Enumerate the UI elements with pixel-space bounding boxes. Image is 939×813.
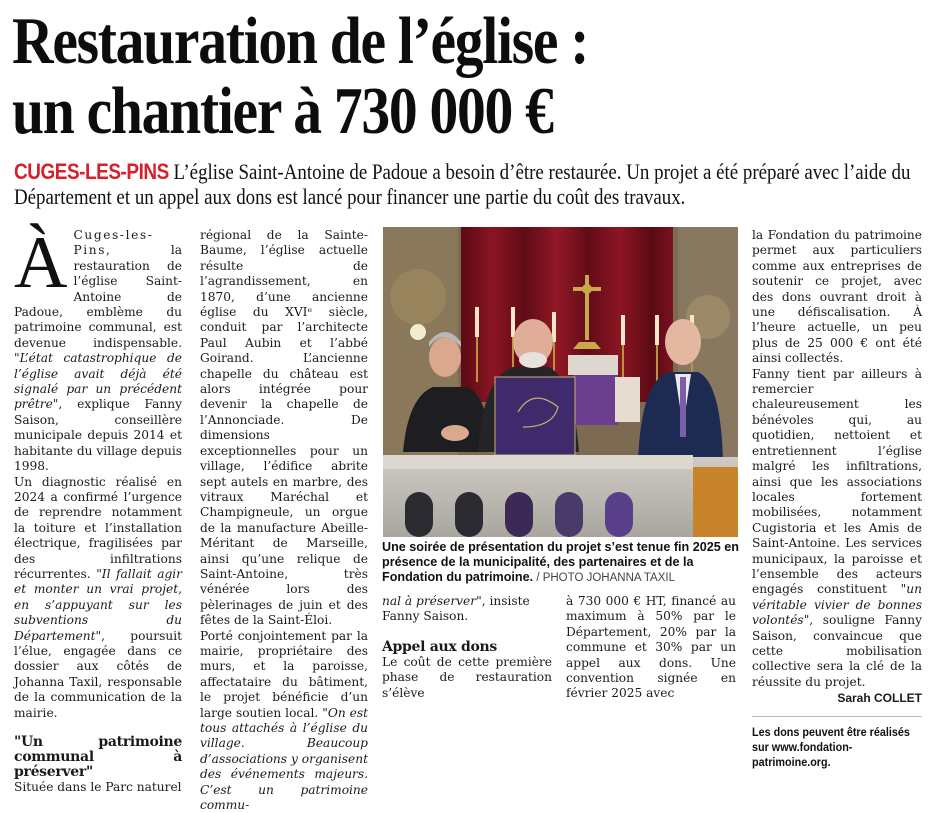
article-column-2 [200,228,368,813]
quote: On est tous attachés à l’église du village. Beaucoup d’associations y organisent des événements majeurs. C’est un patrimoine commu- [200,705,368,813]
paragraph-1 [14,222,182,475]
paragraph-text: ", explique Fanny Saison, conseillère municipale depuis 2014 et habitante du village depuis 1998. [14,397,182,474]
paragraph-text: Porté conjointement par la mairie, propriétaire des murs, et la paroisse, affectataire du bâtiment, le projet bénéficie d’un large soutien local. " [200,628,368,720]
donation-note: Les dons peuvent être réalisés sur www.fondation-patrimoine.org. [752,724,910,769]
photo-credit: / PHOTO JOHANNA TAXIL [533,572,675,584]
location-kicker: CUGES-LES-PINS [14,159,169,184]
paragraph-4-end [382,594,552,625]
paragraph-4 [200,629,368,813]
paragraph-3-start: Située dans le Parc naturel [14,780,182,794]
article-photo [383,227,738,537]
quote: un véritable vivier de bonnes volontés [752,582,922,628]
red-curtain [461,227,673,402]
photo-illustration [383,227,738,537]
article-column-4 [752,228,922,770]
author-signature: Sarah COLLET [837,691,922,706]
paragraph-2 [14,475,182,722]
quote: nal à préserver [382,594,477,608]
article-column-3b [566,594,736,702]
subheading-patrimoine: "Un patrimoine communal à préserver" [14,734,182,780]
drop-cap: À [14,222,68,304]
divider [752,716,922,717]
lead-location: Cuges-les-Pins, [73,228,154,258]
quote: L’état catastrophique de l’église avait déjà été signalé par un précédent prêtre [14,351,182,412]
paragraph-5-end: la Fondation du patrimoine permet aux particuliers comme aux entreprises de soutenir ce projet, avec des dons ouvrant droit à une défiscalisation. À l’heure actuelle, un peu plus de 25 000 € ont été ainsi collectés. [752,228,922,366]
paragraph-text: Un diagnostic réalisé en 2024 a confirmé l’urgence de reprendre notamment la toiture et l’installation électrique, fragilisées par des infiltrations récurrentes. " [14,474,182,581]
headline [12,6,786,146]
paragraph-text: la restauration de l’église Saint-Antoine de Padoue, emblème du patrimoine communal, est devenue indispensable. " [14,243,182,366]
paragraph-6 [752,367,922,691]
standfirst [14,159,926,209]
quote: Il fallait agir et monter un vrai projet, en s’appuyant sur les subventions du Département [14,566,182,643]
lamp [410,324,426,340]
lectern [495,377,575,455]
paragraph-text: ", souligne Fanny Saison, convaincue que cette mobilisation collective sera la clé de la réussite du projet. [752,613,922,689]
purple-altar-cloth [573,375,618,425]
caption-text: Une soirée de présentation du projet s’est tenue fin 2025 en présence de la municipalité, des partenaires et de la Fondation du patrimoine. [382,540,739,584]
standfirst-text: L’église Saint-Antoine de Padoue a besoin d’être restaurée. Un projet a été préparé avec l’aide du Département et un appel aux dons est lancé pour financer une partie du coût des travaux. [14,159,911,209]
photo-caption [382,540,742,586]
headline-line-1: Restauration de l’église : [12,4,589,78]
article-column-3a [382,594,552,701]
subheading-appel-aux-dons: Appel aux dons [382,638,497,655]
headline-line-2: un chantier à 730 000 € [12,74,553,148]
paragraph-text: Fanny tient par ailleurs à remercier chaleureusement les bénévoles qui, au quotidien, nettoient et entretiennent l’église malgré les infiltrations, ainsi que les associations locales fortement mobilisées, notamment Cugistoria et les Amis de Saint-Antoine. Les services municipaux, la paroisse et l’ensemble des acteurs engagés constituent " [752,366,922,597]
article-column-1 [14,222,182,795]
paragraph-5-start: Le coût de cette première phase de restauration s’élève [382,654,552,700]
marble-altar [383,455,738,537]
paragraph-5-middle: à 730 000 € HT, financé au maximum à 50% par le Département, 20% par la commune et 30% par un appel aux dons. Une convention signée en février 2025 avec [566,594,736,701]
paragraph-text: ", insiste Fanny Saison. [382,594,530,624]
paragraph-3: régional de la Sainte-Baume, l’église actuelle résulte de l’agrandissement, en 1870, d’une ancienne église du XVIᵉ siècle, conduit par l’architecte Paul Aubin et l’abbé Goirand. L’ancienne chapelle du château est alors intégrée pour devenir la chapelle de l’Annonciade. De dimensions exceptionnelles pour un village, l’édifice abrite sept autels en marbre, des vitraux Maréchal et Champigneule, un orgue de la manufacture Abeille-Méritant de Marseille, ainsi qu’une relique de Saint-Antoine, très vénérée lors des pèlerinages de juin et des fêtes de la Saint-Éloi. [200,228,368,628]
paragraph-text: ", poursuit l’élue, engagée dans ce dossier aux côtés de Johanna Taxil, responsable de la communication de la mairie. [14,628,182,720]
